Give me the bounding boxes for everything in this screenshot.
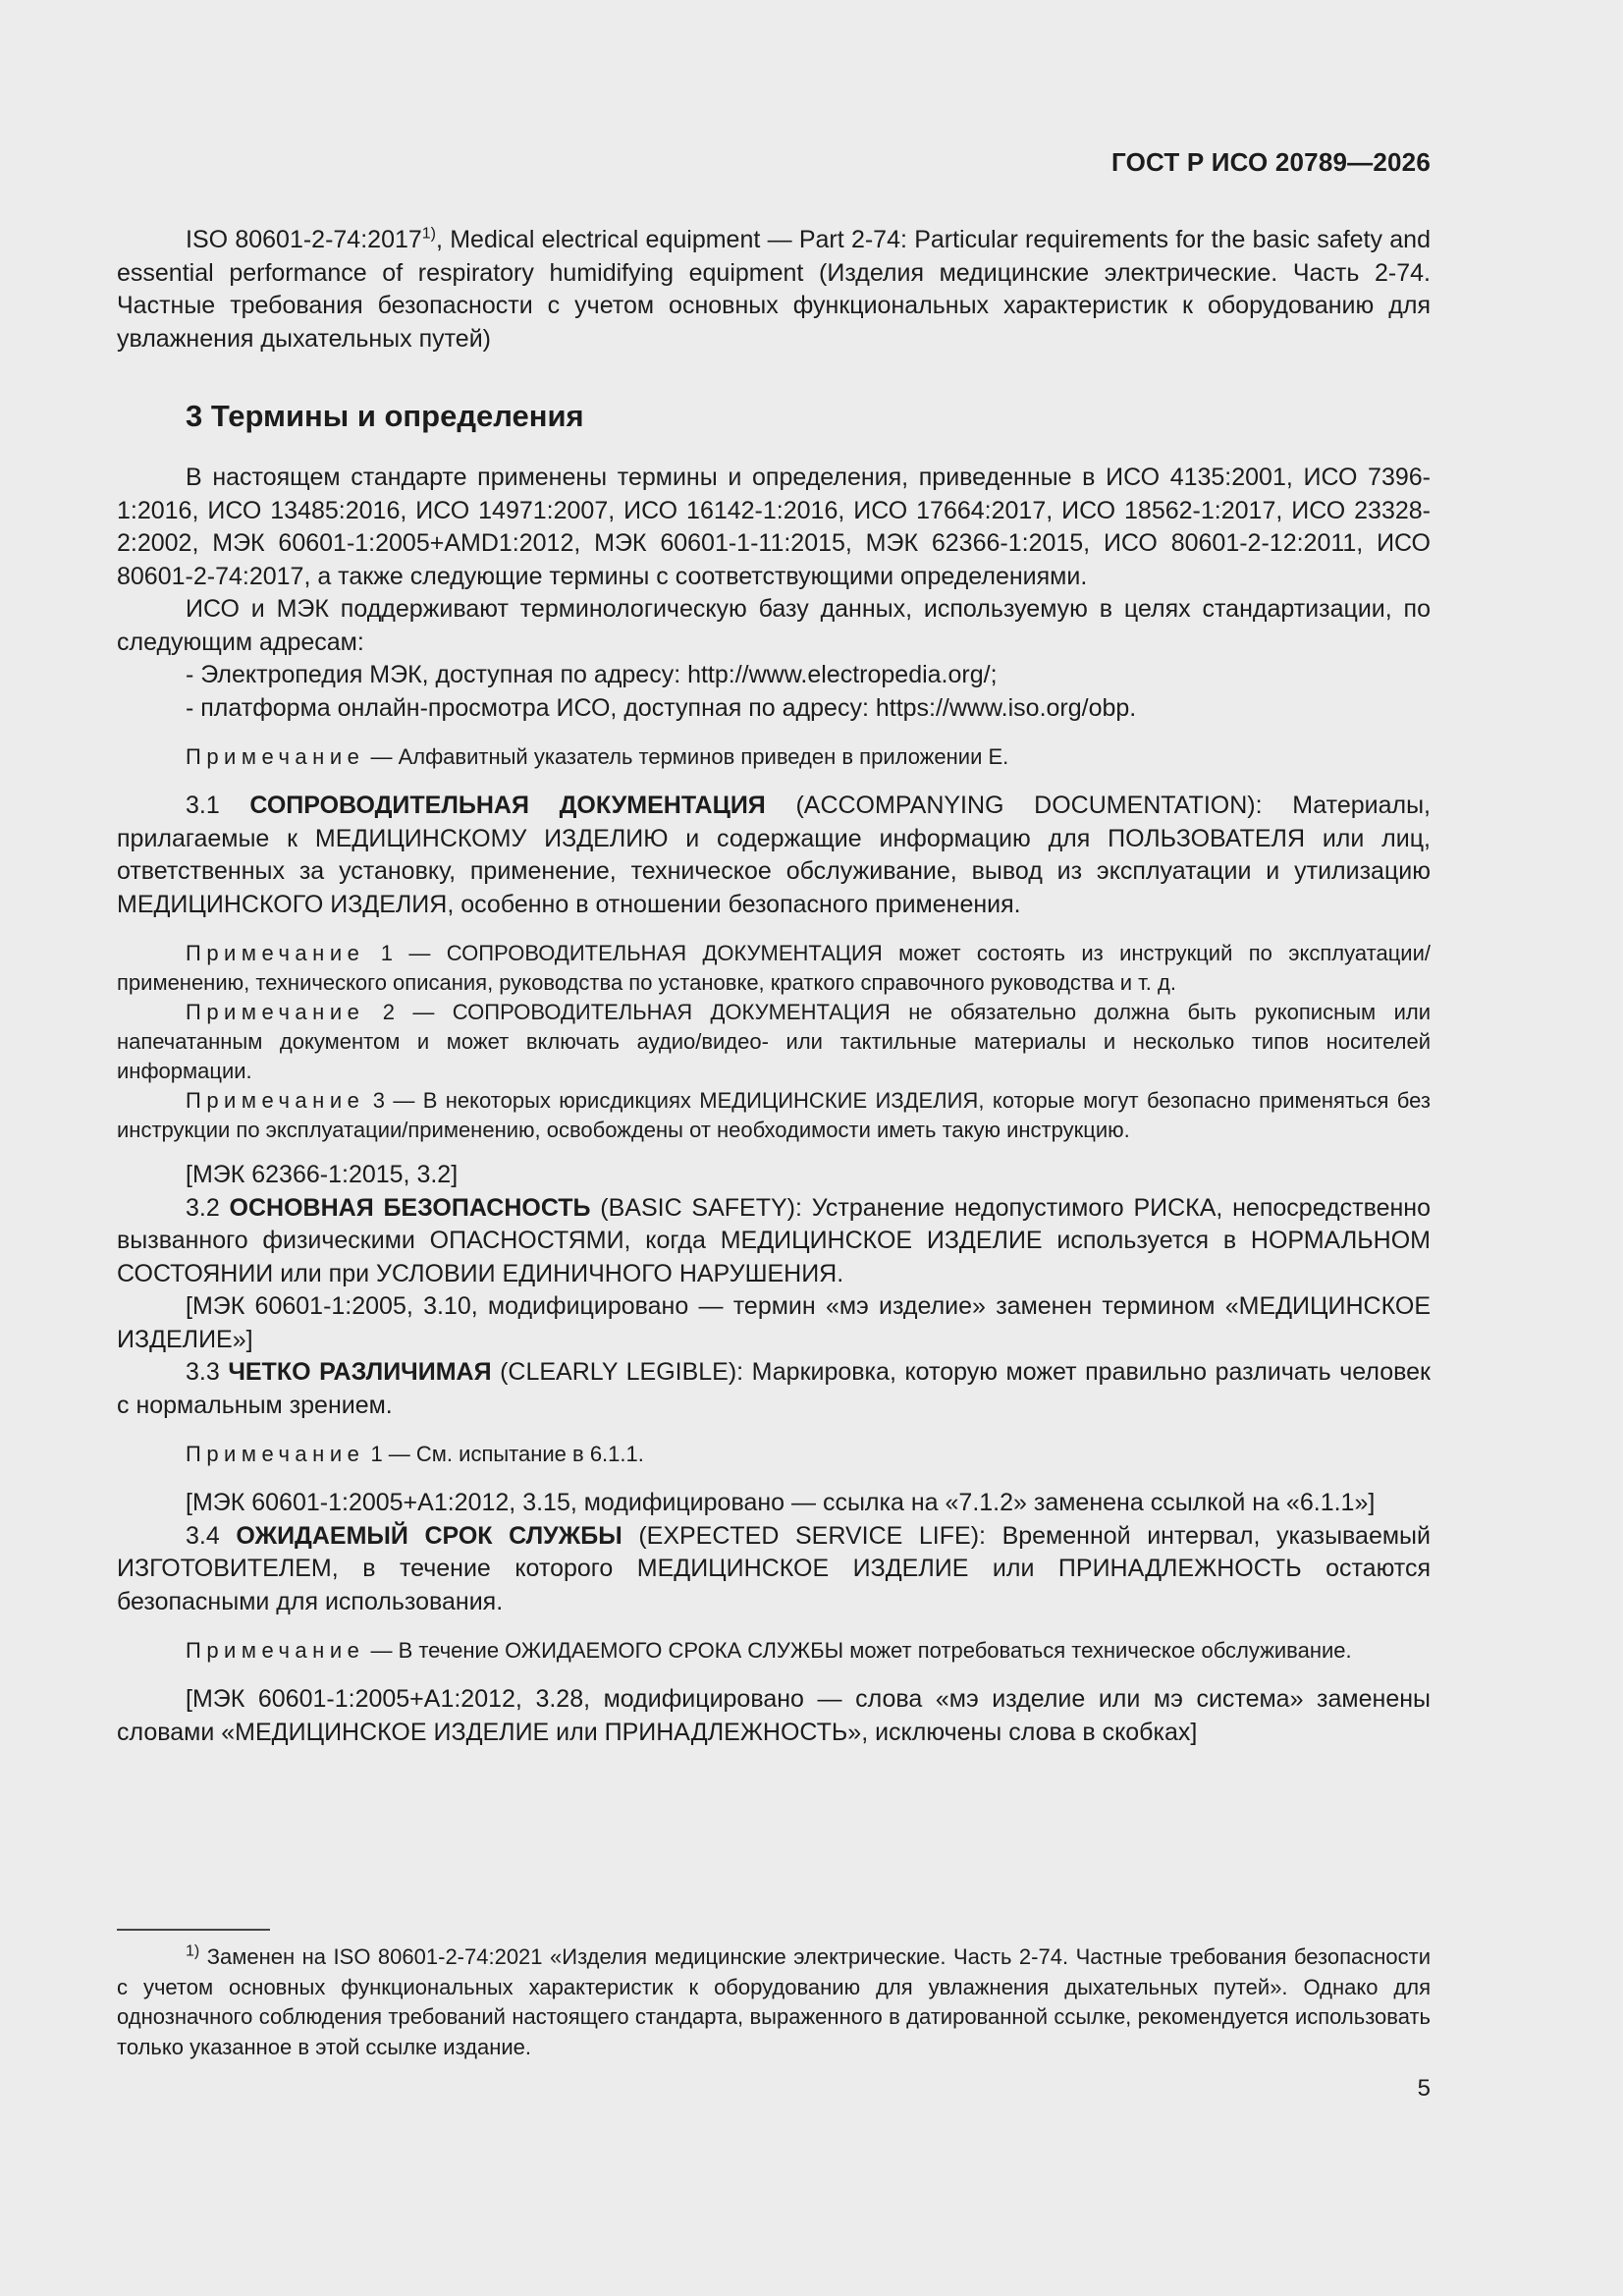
note	[117, 998, 1431, 1086]
note-label: Примечание	[186, 941, 365, 965]
term-number: 3.2	[186, 1193, 230, 1222]
note	[117, 742, 1431, 772]
term-definition: (EXPECTED SERVICE LIFE): Временной интервал, указываемый ИЗГОТОВИТЕЛЕМ, в течение которого МЕДИЦИНСКОЕ ИЗДЕЛИЕ или ПРИНАДЛЕЖНОСТЬ остаются безопасными для использования.	[117, 1521, 1431, 1615]
term-number: 3.3	[186, 1358, 229, 1386]
reference-title: ISO 80601-2-74:2017	[186, 226, 422, 253]
note-text: — Алфавитный указатель терминов приведен в приложении Е.	[364, 744, 1009, 769]
page-body	[117, 224, 1431, 1749]
list-item: - платформа онлайн-просмотра ИСО, доступная по адресу: https://www.iso.org/obp.	[186, 693, 1137, 722]
term-source: [МЭК 60601-1:2005, 3.10, модифицировано — термин «мэ изделие» заменен термином «МЕДИЦИНСКОЕ ИЗДЕЛИЕ»]	[117, 1292, 1431, 1353]
term-number: 3.4	[186, 1521, 237, 1550]
term-number: 3.1	[186, 792, 250, 819]
list-item: - Электропедия МЭК, доступная по адресу: http://www.electropedia.org/;	[186, 661, 998, 688]
term-name: ОСНОВНАЯ БЕЗОПАСНОСТЬ	[229, 1193, 591, 1222]
terminology-database: ИСО и МЭК поддерживают терминологическую базу данных, используемую в целях стандартизации, по следующим адресам:	[117, 595, 1431, 656]
note-label: Примечание	[186, 1638, 365, 1663]
note-text: 1 — СОПРОВОДИТЕЛЬНАЯ ДОКУМЕНТАЦИЯ может состоять из инструкций по эксплуатации/применению, технического описания, руководства по установке, краткого справочного руководства и т. д.	[117, 941, 1431, 995]
term-source: [МЭК 60601-1:2005+A1:2012, 3.15, модифицировано — ссылка на «7.1.2» заменена ссылкой на «6.1.1»]	[186, 1489, 1376, 1516]
term-3-3	[117, 1356, 1431, 1422]
term-definition: (BASIC SAFETY): Устранение недопустимого РИСКА, непосредственно вызванного физическими ОПАСНОСТЯМИ, когда МЕДИЦИНСКОЕ ИЗДЕЛИЕ используется в НОРМАЛЬНОМ СОСТОЯНИИ или при УСЛОВИИ ЕДИНИЧНОГО НАРУШЕНИЯ.	[117, 1193, 1432, 1287]
document-header: ГОСТ Р ИСО 20789—2026	[1110, 147, 1431, 177]
footnote-marker[interactable]: 1)	[421, 225, 437, 243]
section-intro: В настоящем стандарте применены термины и определения, приведенные в ИСО 4135:2001, ИСО 7396-1:2016, ИСО 13485:2016, ИСО 14971:2007, ИСО 16142-1:2016, ИСО 17664:2017, ИСО 18562-1:2017, ИСО 23328-2:2002, МЭК 60601-1:2005+AMD1:2012, МЭК 60601-1-11:2015, МЭК 62366-1:2015, ИСО 80601-2-12:2011, ИСО 80601-2-74:2017, а также следующие термины с соответствующими определениями.	[117, 464, 1431, 590]
term-3-1	[117, 790, 1431, 921]
term-3-2	[117, 1192, 1431, 1291]
note-text: 2 — СОПРОВОДИТЕЛЬНАЯ ДОКУМЕНТАЦИЯ не обязательно должна быть рукописным или напечатанным документом и может включать аудио/видео- или тактильные материалы и несколько типов носителей информации.	[117, 1000, 1431, 1083]
note-text: — В течение ОЖИДАЕМОГО СРОКА СЛУЖБЫ может потребоваться техническое обслуживание.	[364, 1638, 1352, 1663]
footnote-number: 1)	[186, 1942, 200, 1960]
note	[117, 1086, 1431, 1145]
term-name: СОПРОВОДИТЕЛЬНАЯ ДОКУМЕНТАЦИЯ	[249, 792, 766, 819]
note-label: Примечание	[186, 1442, 365, 1466]
reference-description: , Medical electrical equipment — Part 2-74: Particular requirements for the basic safety and essential performance of respiratory humidifying equipment (Изделия медицинские электрические. Часть 2-74. Частные требования безопасности с учетом основных функциональных характеристик к оборудованию для увлажнения дыхательных путей)	[117, 226, 1431, 353]
note-label: Примечание	[186, 744, 365, 769]
note	[117, 1636, 1431, 1666]
footnote-text: Заменен на ISO 80601-2-74:2021 «Изделия медицинские электрические. Часть 2-74. Частные требования безопасности с учетом основных функциональных характеристик к оборудованию для увлажнения дыхательных путей». Однако для однозначного соблюдения требований настоящего стандарта, выраженного в датированной ссылке, рекомендуется использовать только указанное в этой ссылке издание.	[117, 1944, 1431, 2059]
footnote	[117, 1942, 1431, 2062]
footnote-divider	[117, 1929, 270, 1931]
page-number: 5	[1417, 2075, 1431, 2102]
term-name: ОЖИДАЕМЫЙ СРОК СЛУЖБЫ	[236, 1521, 622, 1550]
note-label: Примечание	[186, 1088, 365, 1113]
note-text: 1 — См. испытание в 6.1.1.	[364, 1442, 644, 1466]
note	[117, 939, 1431, 998]
term-definition: (CLEARLY LEGIBLE): Маркировка, которую может правильно различать человек с нормальным зрением.	[117, 1358, 1431, 1419]
reference-iso-80601-2-74	[117, 224, 1431, 355]
note-label: Примечание	[186, 1000, 365, 1024]
note-text: 3 — В некоторых юрисдикциях МЕДИЦИНСКИЕ ИЗДЕЛИЯ, которые могут безопасно применяться без инструкции по эксплуатации/применению, освобождены от необходимости иметь такую инструкцию.	[117, 1088, 1431, 1142]
term-name: ЧЕТКО РАЗЛИЧИМАЯ	[228, 1358, 492, 1386]
term-source: [МЭК 62366-1:2015, 3.2]	[186, 1161, 459, 1188]
section-heading: 3 Термины и определения	[186, 399, 584, 433]
term-source: [МЭК 60601-1:2005+A1:2012, 3.28, модифицировано — слова «мэ изделие или мэ система» заменены словами «МЕДИЦИНСКОЕ ИЗДЕЛИЕ или ПРИНАДЛЕЖНОСТЬ», исключены слова в скобках]	[117, 1685, 1431, 1746]
note	[117, 1440, 1431, 1469]
term-3-4	[117, 1520, 1431, 1619]
term-definition: (ACCOMPANYING DOCUMENTATION): Материалы, прилагаемые к МЕДИЦИНСКОМУ ИЗДЕЛИЮ и содержащие информацию для ПОЛЬЗОВАТЕЛЯ или лиц, ответственных за установку, применение, техническое обслуживание, вывод из эксплуатации и утилизацию МЕДИЦИНСКОГО ИЗДЕЛИЯ, особенно в отношении безопасного применения.	[117, 792, 1431, 918]
